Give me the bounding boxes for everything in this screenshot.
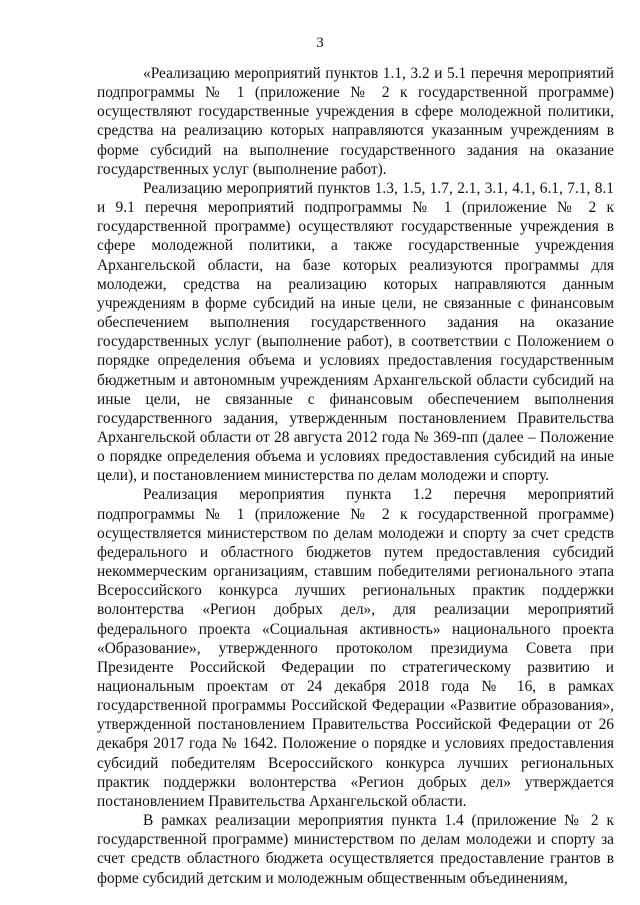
paragraph-4: В рамках реализации мероприятия пункта 1.4 (приложение № 2 к государственной программе) министерством по делам молодежи и спорту за счет средств областного бюджета осуществляется предоставление грантов в форме субсидий детским и молодежным общественным объединениям, — [97, 812, 614, 887]
paragraph-2: Реализацию мероприятий пунктов 1.3, 1.5, 1.7, 2.1, 3.1, 4.1, 6.1, 7.1, 8.1 и 9.1 перечня мероприятий подпрограммы № 1 (приложение № 2 к государственной программе) осуществляют государственные учреждения в сфере молодежной политики, а также государственные учреждения Архангельской области, на базе которых реализуются программы для молодежи, средства на реализацию которых направляются данным учреждениям в форме субсидий на иные цели, не связанные с финансовым обеспечением выполнения государственного задания на оказание государственных услуг (выполнение работ), в соответствии с Положением о порядке определения объема и условиях предоставления государственным бюджетным и автономным учреждениям Архангельской области субсидий на иные цели, не связанные с финансовым обеспечением выполнения государственного задания, утвержденным постановлением Правительства Архангельской области от 28 августа 2012 года № 369-пп (далее – Положение о порядке определения объема и условиях предоставления субсидий на иные цели), и постановлением министерства по делам молодежи и спорту. — [97, 179, 614, 485]
document-body — [97, 64, 614, 888]
paragraph-1: «Реализацию мероприятий пунктов 1.1, 3.2 и 5.1 перечня мероприятий подпрограммы № 1 (приложение № 2 к государственной программе) осуществляют государственные учреждения в сфере молодежной политики, средства на реализацию которых направляются указанным учреждениям в форме субсидий на выполнение государственного задания на оказание государственных услуг (выполнение работ). — [97, 65, 614, 178]
page-number: 3 — [316, 35, 324, 51]
paragraph-3: Реализация мероприятия пункта 1.2 перечня мероприятий подпрограммы № 1 (приложение № 2 к государственной программе) осуществляется министерством по делам молодежи и спорту за счет средств федерального и областного бюджетов путем предоставления субсидий некоммерческим организациям, ставшим победителями регионального этапа Всероссийского конкурса лучших региональных практик поддержки волонтерства «Регион добрых дел», для реализации мероприятий федерального проекта «Социальная активность» национального проекта «Образование», утвержденного протоколом президиума Совета при Президенте Российской Федерации по стратегическому развитию и национальным проектам от 24 декабря 2018 года № 16, в рамках государственной программы Российской Федерации «Развитие образования», утвержденной постановлением Правительства Российской Федерации от 26 декабря 2017 года № 1642. Положение о порядке и условиях предоставления субсидий победителям Всероссийского конкурса лучших региональных практик поддержки волонтерства «Регион добрых дел» утверждается постановлением Правительства Архангельской области. — [97, 486, 614, 810]
